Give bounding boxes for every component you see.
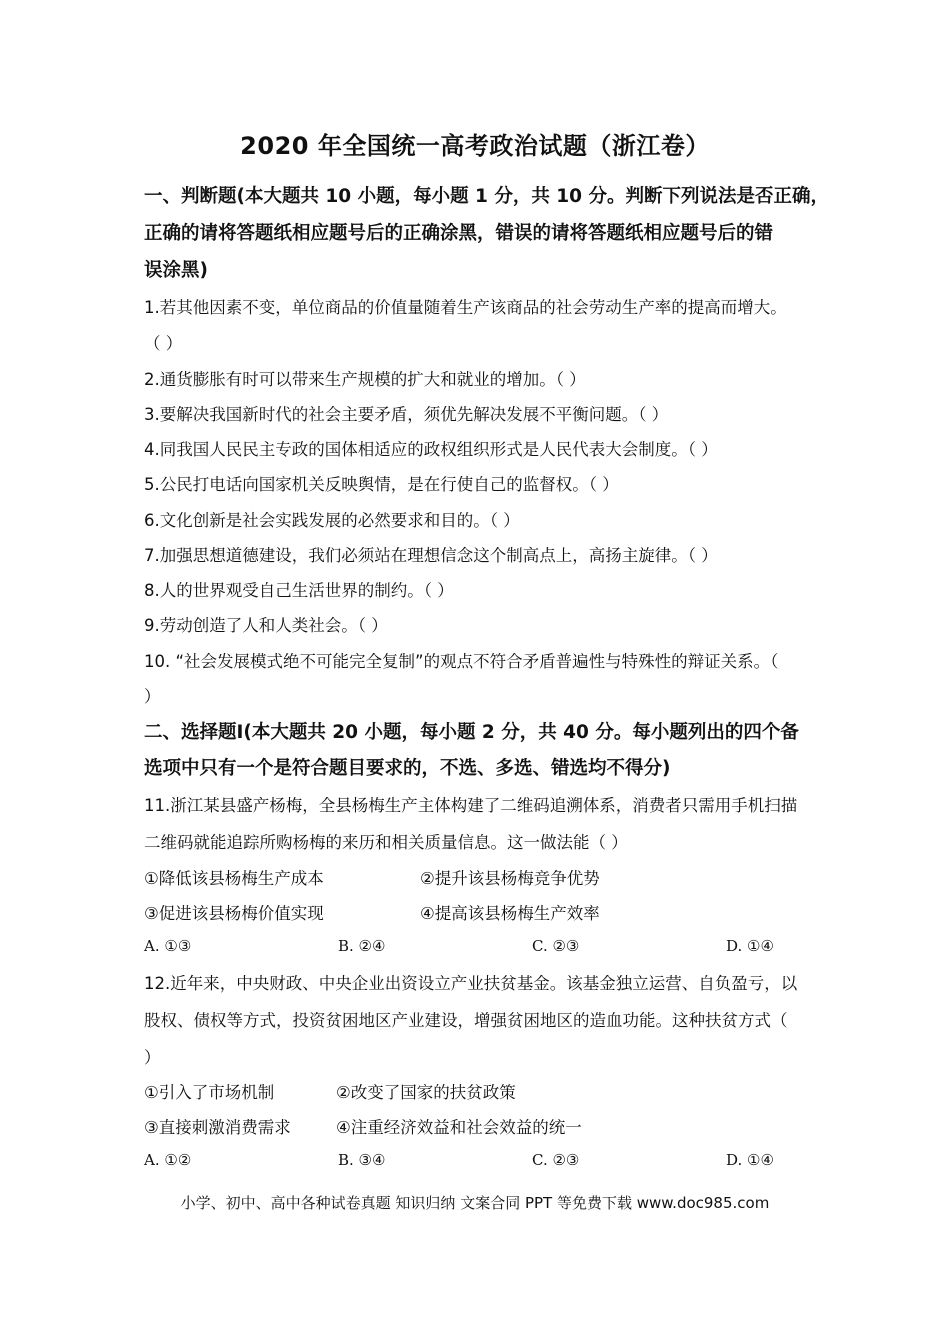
question-3-text: 3.要解决我国新时代的社会主要矛盾，须优先解决发展不平衡问题。（ ）	[144, 405, 669, 424]
question-11-choice-b: B. ②④	[338, 937, 386, 955]
section1-heading-line3: 误涂黑)	[144, 260, 208, 281]
question-11-text-line1: 11.浙江某县盛产杨梅，全县杨梅生产主体构建了二维码追溯体系，消费者只需用手机扫描	[144, 796, 798, 815]
question-4-text: 4.同我国人民民主专政的国体相适应的政权组织形式是人民代表大会制度。（ ）	[144, 440, 718, 459]
question-12-answer-blank: ）	[144, 1048, 161, 1067]
question-12-text-line2: 股权、债权等方式，投资贫困地区产业建设，增强贫困地区的造血功能。这种扶贫方式（	[144, 1011, 788, 1030]
section1-heading-line2: 正确的请将答题纸相应题号后的正确涂黑，错误的请将答题纸相应题号后的错	[144, 223, 774, 244]
section2-heading-line2: 选项中只有一个是符合题目要求的，不选、多选、错选均不得分)	[144, 758, 671, 779]
question-12-choice-b: B. ③④	[338, 1151, 386, 1169]
question-12-statement-3: ③直接刺激消费需求	[144, 1118, 291, 1137]
question-1-text: 1.若其他因素不变，单位商品的价值量随着生产该商品的社会劳动生产率的提高而增大。	[144, 298, 787, 317]
question-11-statement-4: ④提高该县杨梅生产效率	[420, 904, 600, 923]
question-5-text: 5.公民打电话向国家机关反映舆情，是在行使自己的监督权。（ ）	[144, 475, 619, 494]
question-8-text: 8.人的世界观受自己生活世界的制约。（ ）	[144, 581, 454, 600]
question-2-text: 2.通货膨胀有时可以带来生产规模的扩大和就业的增加。（ ）	[144, 370, 586, 389]
question-12-choice-a: A. ①②	[144, 1151, 192, 1169]
question-10-text: 10. “社会发展模式绝不可能完全复制”的观点不符合矛盾普遍性与特殊性的辩证关系。（	[144, 652, 779, 671]
question-12-statement-4: ④注重经济效益和社会效益的统一	[336, 1118, 582, 1137]
question-11-statement-1: ①降低该县杨梅生产成本	[144, 869, 324, 888]
page-title: 2020 年全国统一高考政治试题（浙江卷）	[240, 132, 710, 160]
question-6-text: 6.文化创新是社会实践发展的必然要求和目的。（ ）	[144, 511, 520, 530]
question-11-choice-a: A. ①③	[144, 937, 192, 955]
question-12-choice-d: D. ①④	[726, 1151, 774, 1169]
question-12-text-line1: 12.近年来，中央财政、中央企业出资设立产业扶贫基金。该基金独立运营、自负盈亏，以	[144, 974, 798, 993]
question-11-choice-d: D. ①④	[726, 937, 774, 955]
question-9-text: 9.劳动创造了人和人类社会。（ ）	[144, 616, 388, 635]
question-11-statement-2: ②提升该县杨梅竞争优势	[420, 869, 600, 888]
page-footer: 小学、初中、高中各种试卷真题 知识归纳 文案合同 PPT 等免费下载 www.doc985.com	[180, 1194, 770, 1212]
question-10-answer-blank: ）	[144, 687, 161, 706]
section1-heading-line1: 一、判断题(本大题共 10 小题，每小题 1 分，共 10 分。判断下列说法是否正确，	[144, 186, 829, 207]
question-11-text-line2: 二维码就能追踪所购杨梅的来历和相关质量信息。这一做法能（ ）	[144, 833, 628, 852]
question-1-answer-blank: （ ）	[144, 334, 183, 353]
question-11-choice-c: C. ②③	[532, 937, 580, 955]
section2-heading-line1: 二、选择题Ⅰ(本大题共 20 小题，每小题 2 分，共 40 分。每小题列出的四个备	[144, 722, 799, 743]
question-12-statement-1: ①引入了市场机制	[144, 1083, 275, 1102]
question-7-text: 7.加强思想道德建设，我们必须站在理想信念这个制高点上，高扬主旋律。（ ）	[144, 546, 718, 565]
question-12-statement-2: ②改变了国家的扶贫政策	[336, 1083, 516, 1102]
question-11-statement-3: ③促进该县杨梅价值实现	[144, 904, 324, 923]
question-12-choice-c: C. ②③	[532, 1151, 580, 1169]
